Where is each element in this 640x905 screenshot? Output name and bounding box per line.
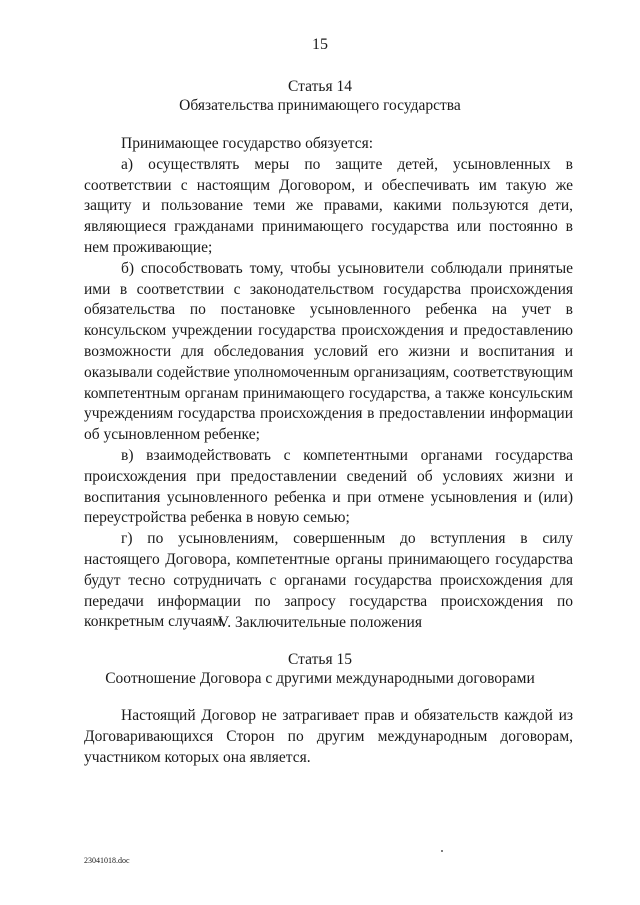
footer-filename: 23041018.doc <box>84 856 130 865</box>
page-number: 15 <box>312 36 328 53</box>
article-14-body <box>84 134 573 633</box>
article-15-body <box>84 706 573 768</box>
article-14-subtitle: Обязательства принимающего государства <box>179 97 461 114</box>
section-5-title: V. Заключительные положения <box>218 614 422 631</box>
paragraph: а) осуществлять меры по защите детей, усыновленных в соответствии с настоящим Договором, и обеспечивать им такую же защиту и пользование теми же правами, какими пользуются дети, являющиеся гражданами принимающего государства или постоянно в нем проживающие; <box>84 155 573 256</box>
paragraph: в) взаимодействовать с компетентными органами государства происхождения при предоставлении сведений об условиях жизни и воспитания усыновленного ребенка и при отмене усыновления и (или) переустройства ребенка в новую семью; <box>84 446 573 527</box>
paragraph: Принимающее государство обязуется: <box>121 135 374 152</box>
paragraph: б) способствовать тому, чтобы усыновители соблюдали принятые ими в соответствии с законодательством государства происхождения обязательства по постановке усыновленного ребенка на учет в консульском учреждении государства происхождения и предоставлению возможности для обследования условий его жизни и воспитания и оказывали содействие уполномоченным организациям, соответствующим компетентным органам принимающего государства, а также консульским учреждениям государства происхождения в предоставлении информации об усыновленном ребенке; <box>84 259 573 444</box>
article-15-subtitle: Соотношение Договора с другими международными договорами <box>105 670 535 687</box>
article-15-title: Статья 15 <box>288 651 352 668</box>
speck <box>441 850 443 852</box>
paragraph: Настоящий Договор не затрагивает прав и обязательств каждой из Договаривающихся Сторон по другим международным договорам, участником которых она является. <box>84 707 573 766</box>
article-14-title: Статья 14 <box>288 78 352 95</box>
paragraph: г) по усыновлениям, совершенным до вступления в силу настоящего Договора, компетентные органы принимающего государства будут тесно сотрудничать с органами государства происхождения для передачи информации по запросу государства происхождения по конкретным случаям. <box>84 530 573 631</box>
